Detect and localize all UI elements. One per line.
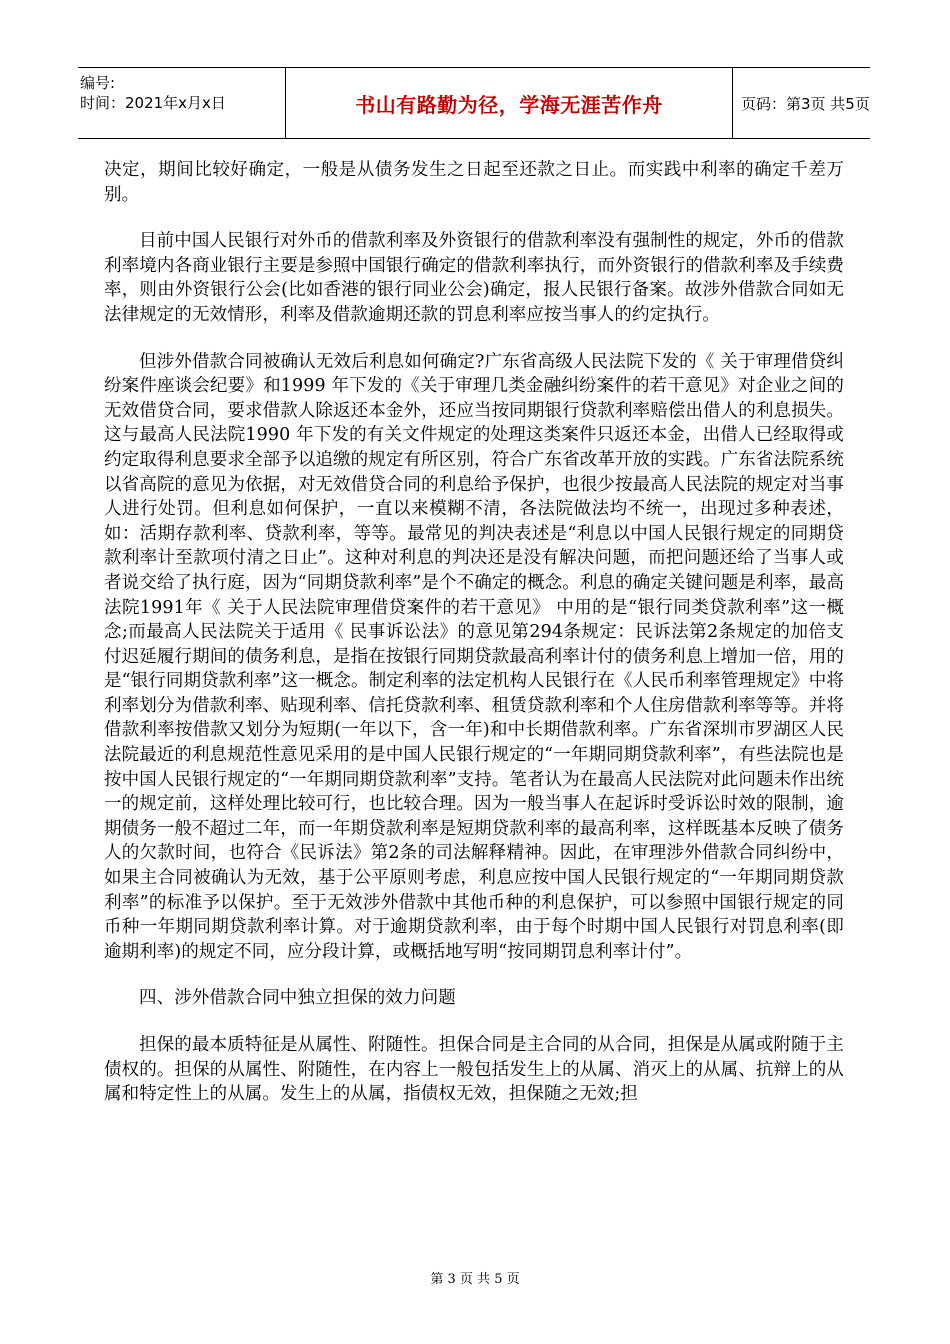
paragraph: 决定，期间比较好确定，一般是从债务发生之日起至还款之日止。而实践中利率的确定千差万别。 bbox=[104, 160, 844, 205]
header-motto-cell bbox=[285, 68, 733, 138]
paragraph: 担保的最本质特征是从属性、附随性。担保合同是主合同的从合同，担保是从属或附随于主债权的。担保的从属性、附随性，在内容上一般包括发生上的从属、消灭上的从属、抗辩上的从属和特定性上的从属。发生上的从属，指债权无效，担保随之无效;担 bbox=[104, 1035, 844, 1105]
document-body bbox=[104, 158, 844, 1129]
page-code: 页码：第3页 共5页 bbox=[741, 94, 870, 113]
page-footer: 第 3 页 共 5 页 bbox=[430, 1272, 520, 1287]
page-header bbox=[78, 67, 870, 139]
section-heading: 四、涉外借款合同中独立担保的效力问题 bbox=[139, 988, 456, 1009]
paragraph: 目前中国人民银行对外币的借款利率及外资银行的借款利率没有强制性的规定，外币的借款利率境内各商业银行主要是参照中国银行确定的借款利率执行，而外资银行的借款利率及手续费率，则由外资银行公会(比如香港的银行同业公会)确定，报人民银行备案。故涉外借款合同如无法律规定的无效情形，利率及借款逾期还款的罚息利率应按当事人的约定执行。 bbox=[104, 231, 844, 325]
header-page-cell bbox=[733, 68, 870, 138]
number-label: 编号: bbox=[80, 74, 116, 92]
header-meta bbox=[78, 68, 285, 138]
motto: 书山有路勤为径，学海无涯苦作舟 bbox=[355, 92, 663, 117]
paragraph: 但涉外借款合同被确认无效后利息如何确定?广东省高级人民法院下发的《 关于审理借贷纠纷案件座谈会纪要》和1999 年下发的《关于审理几类金融纠纷案件的若干意见》对企业之间的无效借贷合同，要求借款人除返还本金外，还应当按同期银行贷款利率赔偿出借人的利息损失。这与最高人民法院1990 年下发的有关文件规定的处理这类案件只返还本金，出借人已经取得或约定取得利息要求全部予以追缴的规定有所区别，符合广东省改革开放的实践。广东省法院系统以省高院的意见为依据，对无效借贷合同的利息给予保护，也很少按最高人民法院的规定对当事人进行处罚。但利息如何保护，一直以来模糊不清，各法院做法均不统一，出现过多种表述，如：活期存款利率、贷款利率，等等。最常见的判决表述是“利息以中国人民银行规定的同期贷款利率计至款项付清之日止”。这种对利息的判决还是没有解决问题，而把问题还给了当事人或者说交给了执行庭，因为“同期贷款利率”是个不确定的概念。利息的确定关键问题是利率，最高法院1991年《 关于人民法院审理借贷案件的若干意见》 中用的是“银行同类贷款利率”这一概念;而最高人民法院关于适用《 民事诉讼法》的意见第294条规定：民诉法第2条规定的加倍支付迟延履行期间的债务利息，是指在按银行同期贷款最高利率计付的债务利息上增加一倍，用的是“银行同期贷款利率”这一概念。制定利率的法定机构人民银行在《人民币利率管理规定》中将利率划分为借款利率、贴现利率、信托贷款利率、租赁贷款利率和个人住房借款利率等等。并将借款利率按借款又划分为短期(一年以下，含一年)和中长期借款利率。广东省深圳市罗湖区人民法院最近的利息规范性意见采用的是中国人民银行规定的“一年期同期贷款利率”，有些法院也是按中国人民银行规定的“一年期同期贷款利率”支持。笔者认为在最高人民法院对此问题未作出统一的规定前，这样处理比较可行，也比较合理。因为一般当事人在起诉时受诉讼时效的限制，逾期债务一般不超过二年，而一年期贷款利率是短期贷款利率的最高利率，这样既基本反映了债务人的欠款时间，也符合《民诉法》第2条的司法解释精神。因此，在审理涉外借款合同纠纷中，如果主合同被确认为无效，基于公平原则考虑，利息应按中国人民银行规定的“一年期同期贷款利率”的标准予以保护。至于无效涉外借款中其他币种的利息保护，可以参照中国银行规定的同币种一年期同期贷款利率计算。对于逾期贷款利率，由于每个时期中国人民银行对罚息利率(即逾期利率)的规定不同，应分段计算，或概括地写明“按同期罚息利率计付”。 bbox=[104, 351, 844, 962]
time-label: 时间：2021年x月x日 bbox=[80, 94, 226, 112]
